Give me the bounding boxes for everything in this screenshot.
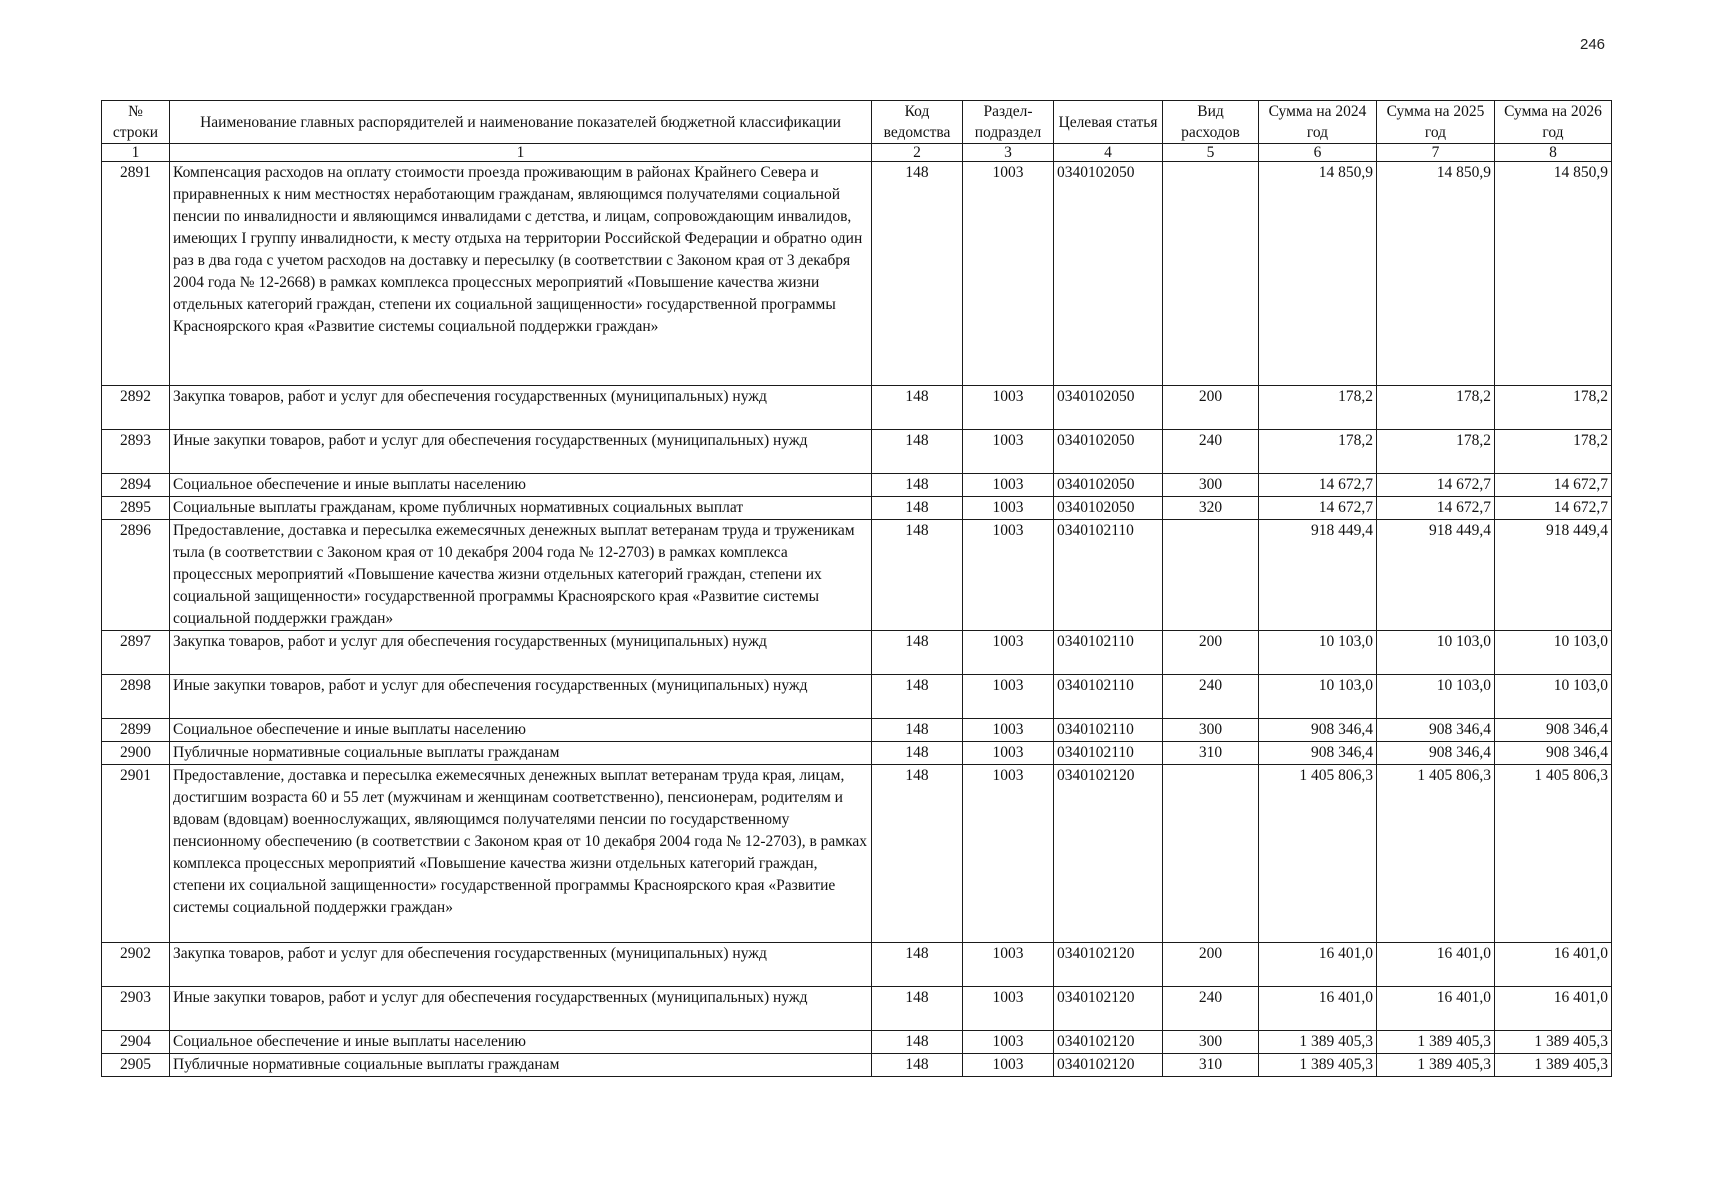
row-name: Социальные выплаты гражданам, кроме публичных нормативных социальных выплат	[170, 497, 872, 520]
amount-2024: 16 401,0	[1259, 987, 1377, 1031]
amount-2024: 10 103,0	[1259, 675, 1377, 719]
target-article: 0340102110	[1054, 631, 1163, 675]
amount-2025: 10 103,0	[1377, 675, 1495, 719]
row-number: 2903	[102, 987, 170, 1031]
department-code: 148	[872, 719, 963, 742]
amount-2024: 14 672,7	[1259, 497, 1377, 520]
section-code: 1003	[963, 386, 1054, 430]
table-row	[102, 943, 1612, 987]
department-code: 148	[872, 497, 963, 520]
amount-2025: 10 103,0	[1377, 631, 1495, 675]
header-article: Целевая статья	[1054, 101, 1163, 144]
row-name: Иные закупки товаров, работ и услуг для обеспечения государственных (муниципальных) нужд	[170, 987, 872, 1031]
header-sum-2025: Сумма на 2025 год	[1377, 101, 1495, 144]
row-number: 2894	[102, 474, 170, 497]
row-name: Закупка товаров, работ и услуг для обеспечения государственных (муниципальных) нужд	[170, 943, 872, 987]
amount-2025: 908 346,4	[1377, 742, 1495, 765]
header-col-number: 7	[1377, 144, 1495, 162]
row-number: 2891	[102, 162, 170, 386]
amount-2024: 178,2	[1259, 430, 1377, 474]
target-article: 0340102110	[1054, 742, 1163, 765]
department-code: 148	[872, 765, 963, 943]
row-name: Публичные нормативные социальные выплаты гражданам	[170, 742, 872, 765]
expense-kind: 300	[1163, 719, 1259, 742]
table-body	[102, 162, 1612, 1077]
amount-2024: 1 389 405,3	[1259, 1054, 1377, 1077]
section-code: 1003	[963, 719, 1054, 742]
target-article: 0340102050	[1054, 430, 1163, 474]
amount-2025: 16 401,0	[1377, 943, 1495, 987]
amount-2026: 1 405 806,3	[1495, 765, 1612, 943]
header-dept-code: Код ведомства	[872, 101, 963, 144]
department-code: 148	[872, 987, 963, 1031]
department-code: 148	[872, 1031, 963, 1054]
amount-2024: 918 449,4	[1259, 520, 1377, 631]
page-number: 246	[1580, 36, 1606, 53]
header-sum-2026: Сумма на 2026 год	[1495, 101, 1612, 144]
amount-2026: 14 672,7	[1495, 497, 1612, 520]
target-article: 0340102110	[1054, 520, 1163, 631]
table-row	[102, 162, 1612, 386]
expense-kind: 240	[1163, 675, 1259, 719]
row-name: Закупка товаров, работ и услуг для обеспечения государственных (муниципальных) нужд	[170, 631, 872, 675]
section-code: 1003	[963, 631, 1054, 675]
section-code: 1003	[963, 520, 1054, 631]
expense-kind: 200	[1163, 386, 1259, 430]
target-article: 0340102120	[1054, 1031, 1163, 1054]
row-number: 2898	[102, 675, 170, 719]
table-row	[102, 497, 1612, 520]
department-code: 148	[872, 474, 963, 497]
header-col-number: 5	[1163, 144, 1259, 162]
row-name: Иные закупки товаров, работ и услуг для обеспечения государственных (муниципальных) нужд	[170, 430, 872, 474]
target-article: 0340102120	[1054, 987, 1163, 1031]
amount-2026: 10 103,0	[1495, 631, 1612, 675]
target-article: 0340102050	[1054, 162, 1163, 386]
header-col-number: 4	[1054, 144, 1163, 162]
expense-kind: 200	[1163, 943, 1259, 987]
row-name: Социальное обеспечение и иные выплаты населению	[170, 1031, 872, 1054]
amount-2025: 178,2	[1377, 430, 1495, 474]
target-article: 0340102110	[1054, 719, 1163, 742]
expense-kind	[1163, 162, 1259, 386]
amount-2025: 1 389 405,3	[1377, 1031, 1495, 1054]
expense-kind: 310	[1163, 1054, 1259, 1077]
expense-kind	[1163, 520, 1259, 631]
amount-2025: 908 346,4	[1377, 719, 1495, 742]
amount-2025: 14 672,7	[1377, 497, 1495, 520]
amount-2024: 16 401,0	[1259, 943, 1377, 987]
expense-kind: 240	[1163, 987, 1259, 1031]
budget-table	[101, 100, 1612, 1077]
row-name: Социальное обеспечение и иные выплаты населению	[170, 474, 872, 497]
row-number: 2901	[102, 765, 170, 943]
row-name: Иные закупки товаров, работ и услуг для обеспечения государственных (муниципальных) нужд	[170, 675, 872, 719]
amount-2024: 10 103,0	[1259, 631, 1377, 675]
amount-2025: 1 389 405,3	[1377, 1054, 1495, 1077]
amount-2025: 178,2	[1377, 386, 1495, 430]
amount-2024: 14 850,9	[1259, 162, 1377, 386]
row-number: 2904	[102, 1031, 170, 1054]
amount-2026: 16 401,0	[1495, 943, 1612, 987]
expense-kind: 240	[1163, 430, 1259, 474]
section-code: 1003	[963, 675, 1054, 719]
section-code: 1003	[963, 765, 1054, 943]
table-row	[102, 987, 1612, 1031]
row-number: 2902	[102, 943, 170, 987]
header-col-number: 6	[1259, 144, 1377, 162]
header-col-number: 2	[872, 144, 963, 162]
row-number: 2900	[102, 742, 170, 765]
row-number: 2897	[102, 631, 170, 675]
department-code: 148	[872, 520, 963, 631]
amount-2026: 908 346,4	[1495, 719, 1612, 742]
row-number: 2892	[102, 386, 170, 430]
table-header	[102, 101, 1612, 162]
department-code: 148	[872, 386, 963, 430]
amount-2024: 178,2	[1259, 386, 1377, 430]
amount-2026: 14 672,7	[1495, 474, 1612, 497]
table-row	[102, 631, 1612, 675]
target-article: 0340102110	[1054, 675, 1163, 719]
expense-kind: 300	[1163, 1031, 1259, 1054]
amount-2025: 16 401,0	[1377, 987, 1495, 1031]
target-article: 0340102050	[1054, 386, 1163, 430]
department-code: 148	[872, 675, 963, 719]
row-number: 2896	[102, 520, 170, 631]
header-sum-2024: Сумма на 2024 год	[1259, 101, 1377, 144]
expense-kind: 300	[1163, 474, 1259, 497]
table-row	[102, 520, 1612, 631]
amount-2026: 16 401,0	[1495, 987, 1612, 1031]
amount-2026: 178,2	[1495, 386, 1612, 430]
row-name: Закупка товаров, работ и услуг для обеспечения государственных (муниципальных) нужд	[170, 386, 872, 430]
department-code: 148	[872, 1054, 963, 1077]
section-code: 1003	[963, 162, 1054, 386]
section-code: 1003	[963, 1054, 1054, 1077]
amount-2026: 1 389 405,3	[1495, 1031, 1612, 1054]
expense-kind: 320	[1163, 497, 1259, 520]
header-col-number: 3	[963, 144, 1054, 162]
department-code: 148	[872, 162, 963, 386]
amount-2026: 14 850,9	[1495, 162, 1612, 386]
header-row-number: № строки	[102, 101, 170, 144]
amount-2025: 918 449,4	[1377, 520, 1495, 631]
amount-2025: 14 672,7	[1377, 474, 1495, 497]
target-article: 0340102120	[1054, 943, 1163, 987]
amount-2025: 14 850,9	[1377, 162, 1495, 386]
header-col-number: 1	[170, 144, 872, 162]
section-code: 1003	[963, 1031, 1054, 1054]
amount-2024: 1 405 806,3	[1259, 765, 1377, 943]
table-row	[102, 765, 1612, 943]
department-code: 148	[872, 943, 963, 987]
table-row	[102, 1054, 1612, 1077]
target-article: 0340102120	[1054, 765, 1163, 943]
table-row	[102, 742, 1612, 765]
table-row	[102, 675, 1612, 719]
amount-2024: 1 389 405,3	[1259, 1031, 1377, 1054]
section-code: 1003	[963, 943, 1054, 987]
table-row	[102, 719, 1612, 742]
department-code: 148	[872, 742, 963, 765]
header-col-number: 8	[1495, 144, 1612, 162]
table-row	[102, 474, 1612, 497]
row-name: Публичные нормативные социальные выплаты гражданам	[170, 1054, 872, 1077]
amount-2026: 10 103,0	[1495, 675, 1612, 719]
amount-2026: 178,2	[1495, 430, 1612, 474]
expense-kind: 200	[1163, 631, 1259, 675]
table-row	[102, 386, 1612, 430]
amount-2024: 908 346,4	[1259, 742, 1377, 765]
section-code: 1003	[963, 430, 1054, 474]
amount-2025: 1 405 806,3	[1377, 765, 1495, 943]
expense-kind: 310	[1163, 742, 1259, 765]
section-code: 1003	[963, 474, 1054, 497]
header-section: Раздел-подраздел	[963, 101, 1054, 144]
department-code: 148	[872, 430, 963, 474]
row-number: 2899	[102, 719, 170, 742]
row-name: Социальное обеспечение и иные выплаты населению	[170, 719, 872, 742]
amount-2026: 1 389 405,3	[1495, 1054, 1612, 1077]
row-number: 2905	[102, 1054, 170, 1077]
table-row	[102, 1031, 1612, 1054]
row-number: 2893	[102, 430, 170, 474]
section-code: 1003	[963, 742, 1054, 765]
row-name: Предоставление, доставка и пересылка ежемесячных денежных выплат ветеранам труда и труженикам тыла (в соответствии с Законом края от 10 декабря 2004 года № 12-2703) в рамках комплекса процессных мероприятий «Повышение качества жизни отдельных категорий граждан, степени их социальной защищенности» государственной программы Красноярского края «Развитие системы социальной поддержки граждан»	[170, 520, 872, 631]
row-number: 2895	[102, 497, 170, 520]
row-name: Компенсация расходов на оплату стоимости проезда проживающим в районах Крайнего Севера и приравненных к ним местностях неработающим гражданам, являющимся получателями социальной пенсии по инвалидности и являющимся инвалидами с детства, и лицам, сопровождающим инвалидов, имеющих I группу инвалидности, к месту отдыха на территории Российской Федерации и обратно один раз в два года с учетом расходов на доставку и пересылку (в соответствии с Законом края от 3 декабря 2004 года № 12-2668) в рамках комплекса процессных мероприятий «Повышение качества жизни отдельных категорий граждан, степени их социальной защищенности» государственной программы Красноярского края «Развитие системы социальной поддержки граждан»	[170, 162, 872, 386]
target-article: 0340102050	[1054, 497, 1163, 520]
table-row	[102, 430, 1612, 474]
target-article: 0340102120	[1054, 1054, 1163, 1077]
section-code: 1003	[963, 497, 1054, 520]
section-code: 1003	[963, 987, 1054, 1031]
department-code: 148	[872, 631, 963, 675]
amount-2024: 14 672,7	[1259, 474, 1377, 497]
header-kind: Вид расходов	[1163, 101, 1259, 144]
row-name: Предоставление, доставка и пересылка ежемесячных денежных выплат ветеранам труда края, лицам, достигшим возраста 60 и 55 лет (мужчинам и женщинам соответственно), пенсионерам, родителям и вдовам (вдовцам) военнослужащих, являющимся получателями пенсии по государственному пенсионному обеспечению (в соответствии с Законом края от 10 декабря 2004 года № 12-2703), в рамках комплекса процессных мероприятий «Повышение качества жизни отдельных категорий граждан, степени их социальной защищенности» государственной программы Красноярского края «Развитие системы социальной поддержки граждан»	[170, 765, 872, 943]
header-name: Наименование главных распорядителей и наименование показателей бюджетной классификации	[170, 101, 872, 144]
header-col-number: 1	[102, 144, 170, 162]
target-article: 0340102050	[1054, 474, 1163, 497]
amount-2026: 908 346,4	[1495, 742, 1612, 765]
expense-kind	[1163, 765, 1259, 943]
amount-2024: 908 346,4	[1259, 719, 1377, 742]
amount-2026: 918 449,4	[1495, 520, 1612, 631]
